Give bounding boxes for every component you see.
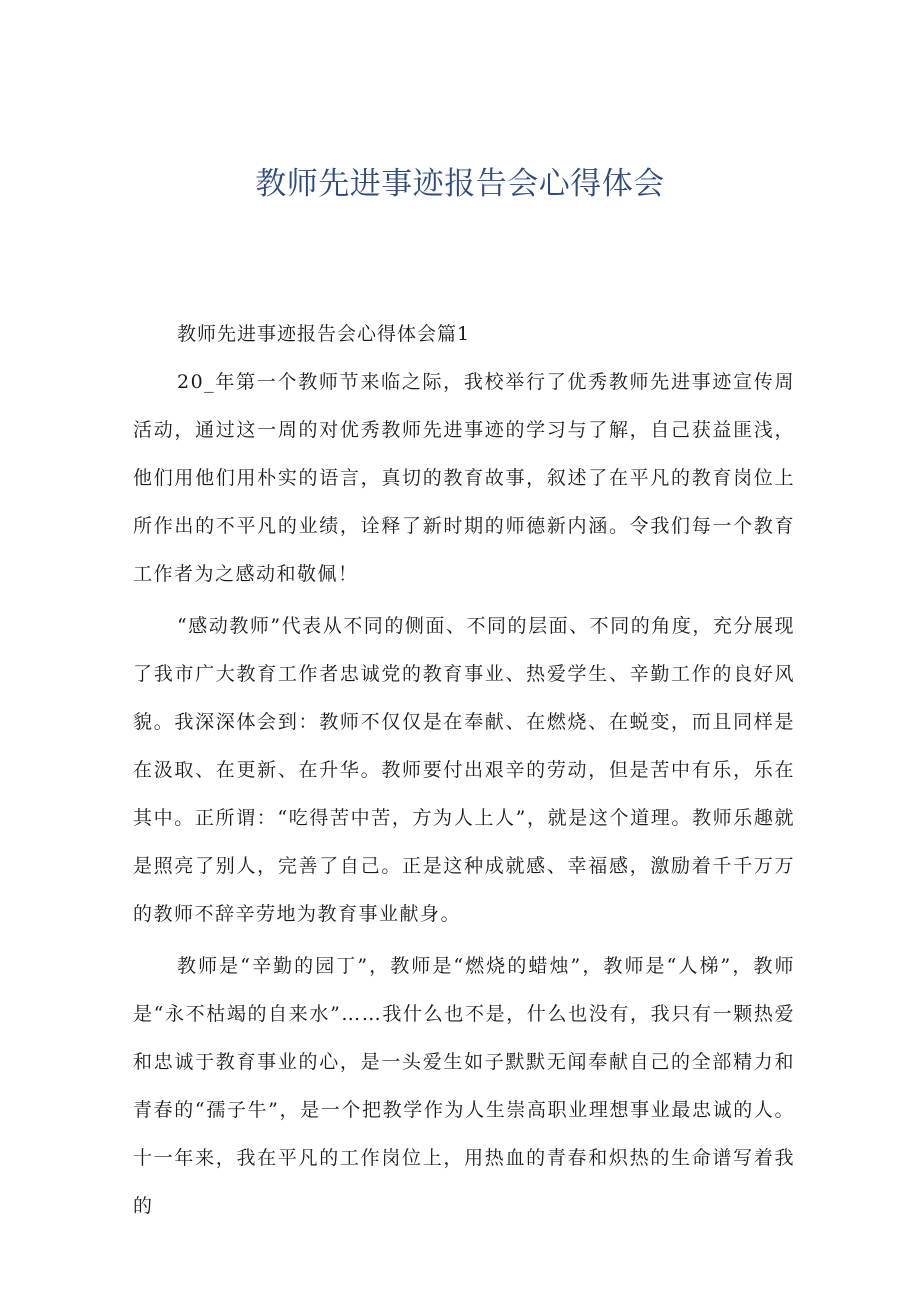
section-subheading: 教师先进事迹报告会心得体会篇1 — [177, 323, 471, 345]
paragraph-1: 20_年第一个教师节来临之际，我校举行了优秀教师先进事迹宣传周活动，通过这一周的对优秀教师先进事迹的学习与了解，自己获益匪浅，他们用他们用朴实的语言，真切的教育故事，叙述了在平凡的教育岗位上所作出的不平凡的业绩，诠释了新时期的师德新内涵。令我们每一个教育工作者为之感动和敬佩！ — [133, 371, 795, 585]
paragraph-2: “感动教师”代表从不同的侧面、不同的层面、不同的角度，充分展现了我市广大教育工作者忠诚党的教育事业、热爱学生、辛勤工作的良好风貌。我深深体会到：教师不仅仅是在奉献、在燃烧、在蜕变，而且同样是在汲取、在更新、在升华。教师要付出艰辛的劳动，但是苦中有乐，乐在其中。正所谓：“吃得苦中苦，方为人上人”，就是这个道理。教师乐趣就是照亮了别人，完善了自己。正是这种成就感、幸福感，激励着千千万万的教师不辞辛劳地为教育事业献身。 — [133, 615, 795, 925]
document-body — [133, 310, 795, 1230]
paragraph-3: 教师是“辛勤的园丁”，教师是“燃烧的蜡烛”，教师是“人梯”，教师是“永不枯竭的自来水”……我什么也不是，什么也没有，我只有一颗热爱和忠诚于教育事业的心，是一头爱生如子默默无闻奉献自己的全部精力和青春的“孺子牛”，是一个把教学作为人生崇高职业理想事业最忠诚的人。十一年来，我在平凡的工作岗位上，用热血的青春和炽热的生命谱写着我的 — [133, 955, 795, 1217]
document-title: 教师先进事迹报告会心得体会 — [255, 166, 665, 202]
